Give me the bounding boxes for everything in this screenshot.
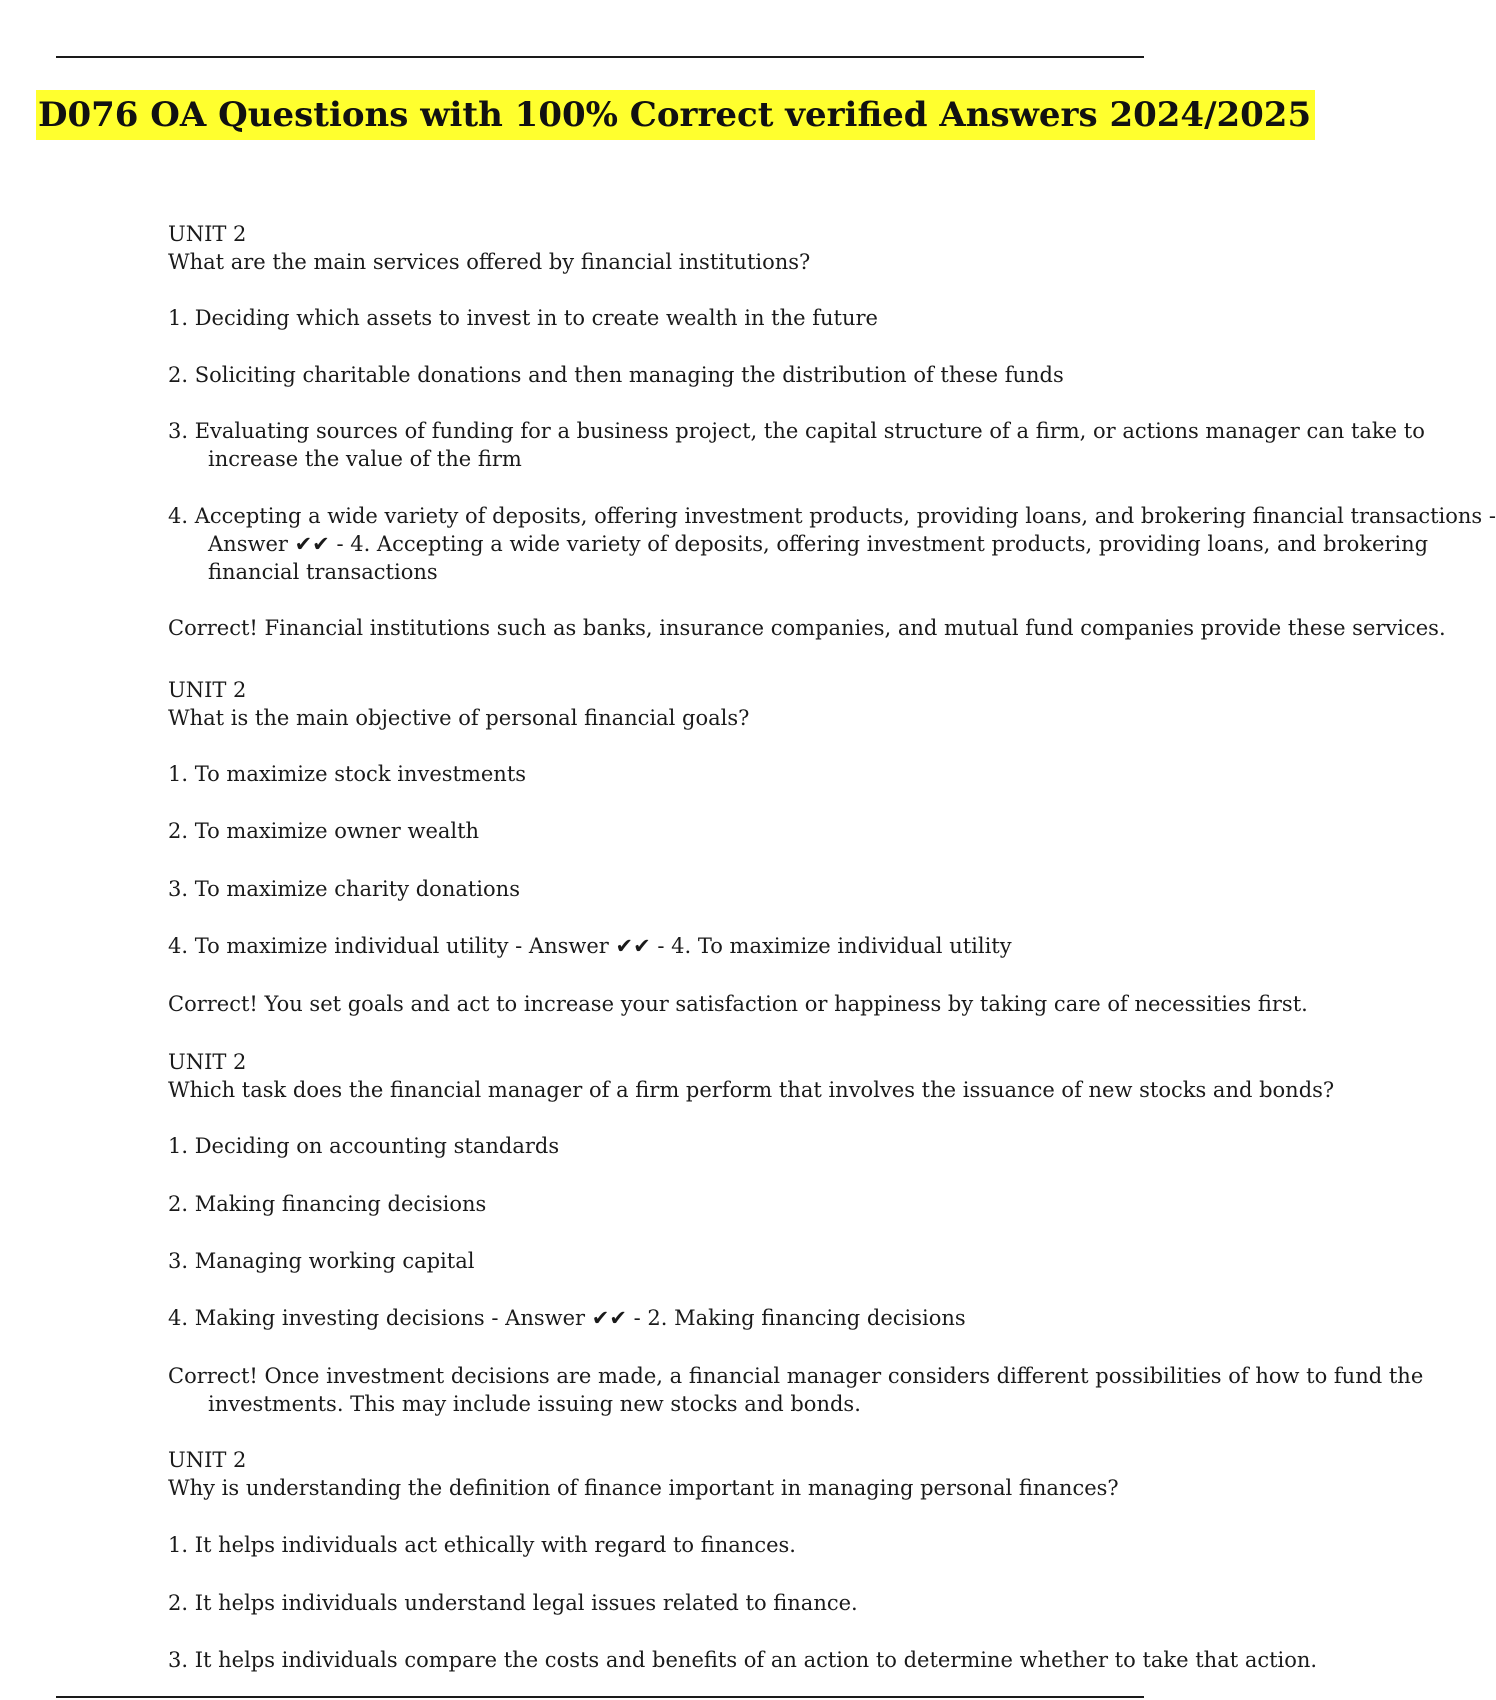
explanation-text: Correct! You set goals and act to increase your satisfaction or happiness by taking care of necessities first. [168, 992, 1308, 1016]
option-text: 1. It helps individuals act ethically with regard to finances. [168, 1533, 796, 1557]
option-text: 3. Evaluating sources of funding for a business project, the capital structure of a firm, or actions manager can take to [168, 419, 1425, 443]
option-item [168, 1646, 1318, 1674]
option-item [168, 417, 1425, 473]
option-text: 1. To maximize stock investments [168, 762, 527, 786]
explanation-text: Correct! Financial institutions such as banks, insurance companies, and mutual fund companies provide these services. [168, 616, 1446, 640]
unit-label [168, 1446, 1200, 1474]
option-item-answer [168, 502, 1496, 586]
unit-label [168, 220, 1200, 248]
explanation-text-continued: investments. This may include issuing new stocks and bonds. [208, 1392, 861, 1416]
unit-label [168, 1048, 1200, 1076]
top-rule [56, 56, 1144, 58]
option-text: 4. To maximize individual utility - Answer ✔✔ - 4. To maximize individual utility [168, 934, 1012, 958]
explanation [168, 990, 1308, 1018]
option-item [168, 875, 1200, 903]
option-item [168, 304, 1200, 332]
unit-text: UNIT 2 [168, 1448, 247, 1472]
question-block [168, 1076, 1335, 1104]
option-text: 4. Making investing decisions - Answer ✔✔ - 2. Making financing decisions [168, 1306, 966, 1330]
option-item [168, 1531, 1200, 1559]
option-text-continued: increase the value of the firm [208, 447, 522, 471]
document-body [168, 220, 1496, 1690]
explanation [168, 1362, 1424, 1418]
option-text: 2. Making financing decisions [168, 1192, 487, 1216]
option-text: 1. Deciding on accounting standards [168, 1134, 560, 1158]
option-text: 2. Soliciting charitable donations and then managing the distribution of these funds [168, 363, 1064, 387]
title-wrap [36, 90, 1312, 140]
bottom-rule [56, 1696, 1144, 1698]
option-text: 2. To maximize owner wealth [168, 819, 480, 843]
option-item [168, 760, 1200, 788]
question-text: Which task does the financial manager of a firm perform that involves the issuance of new stocks and bonds? [168, 1078, 1335, 1102]
option-text: 1. Deciding which assets to invest in to create wealth in the future [168, 306, 878, 330]
option-item-answer [168, 1304, 1200, 1332]
option-item [168, 1589, 1200, 1617]
answer-text: Answer ✔✔ - 4. Accepting a wide variety of deposits, offering investment products, providing loans, and brokering [208, 532, 1429, 556]
unit-text: UNIT 2 [168, 678, 247, 702]
option-item [168, 1190, 1200, 1218]
option-item [168, 817, 1200, 845]
option-text: 3. Managing working capital [168, 1249, 475, 1273]
question-block [168, 1474, 1200, 1502]
question-text: What is the main objective of personal financial goals? [168, 706, 750, 730]
question-text: Why is understanding the definition of finance important in managing personal finances? [168, 1476, 1119, 1500]
explanation-text: Correct! Once investment decisions are made, a financial manager considers different possibilities of how to fund the [168, 1364, 1424, 1388]
question-block [168, 248, 1200, 276]
question-text: What are the main services offered by financial institutions? [168, 250, 811, 274]
unit-label [168, 676, 1200, 704]
document-title: D076 OA Questions with 100% Correct verified Answers 2024/2025 [36, 90, 1315, 140]
option-item-answer [168, 932, 1200, 960]
option-text: 2. It helps individuals understand legal issues related to finance. [168, 1591, 858, 1615]
answer-text-continued: financial transactions [208, 560, 438, 584]
option-text: 4. Accepting a wide variety of deposits, offering investment products, providing loans, and brokering financial transactions - [168, 504, 1496, 528]
option-item [168, 361, 1200, 389]
option-text: 3. It helps individuals compare the costs and benefits of an action to determine whether to take that action. [168, 1648, 1318, 1672]
question-block [168, 704, 1200, 732]
unit-text: UNIT 2 [168, 1050, 247, 1074]
unit-text: UNIT 2 [168, 222, 247, 246]
option-item [168, 1132, 1200, 1160]
explanation [168, 614, 1446, 642]
option-item [168, 1247, 1200, 1275]
option-text: 3. To maximize charity donations [168, 877, 520, 901]
